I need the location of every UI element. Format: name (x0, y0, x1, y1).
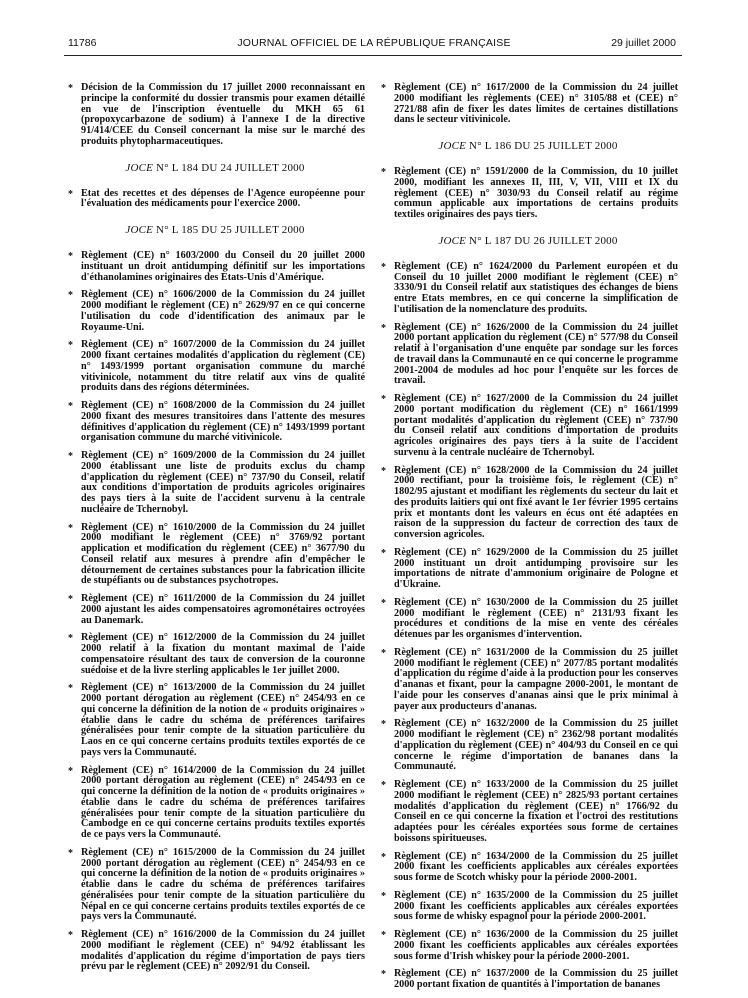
regulation-entry: * Règlement (CE) n° 1635/2000 de la Commission du 25 juillet 2000 fixant les coefficients applicables aux céréales exportées sous forme de whisky espagnol pour la période 2000-2001. (378, 891, 678, 923)
regulation-entry: * Etat des recettes et des dépenses de l'Agence européenne pour l'évaluation des médicaments pour l'exercice 2000. (65, 189, 365, 211)
issue-date: 29 juillet 2000 (611, 37, 676, 49)
journal-issue-heading (65, 224, 365, 236)
regulation-entry: * Décision de la Commission du 17 juillet 2000 reconnaissant en principe la conformité du dossier transmis pour examen détaillé en vue de l'inscription éventuelle du MKH 65 61 (propoxycarbazone de sodium) à l'annexe I de la directive 91/414/CEE du Conseil concernant la mise sur le marché des produits phytopharmaceutiques. (65, 83, 365, 148)
journal-abbrev: JOCE (438, 234, 467, 247)
journal-issue-number: N° L 186 DU 25 JUILLET 2000 (466, 140, 618, 152)
regulation-entry: * Règlement (CE) n° 1626/2000 de la Commission du 24 juillet 2000 portant application du règlement (CE) n° 577/98 du Conseil relatif à l'organisation d'une enquête par sondage sur les forces de travail dans la Communauté en ce qui concerne le programme 2001-2004 de modules ad hoc pour l'enquête sur les forces de travail. (378, 323, 678, 388)
page-header (0, 37, 748, 53)
journal-issue-number: N° L 185 DU 25 JUILLET 2000 (153, 224, 305, 236)
regulation-entry: * Règlement (CE) n° 1606/2000 de la Commission du 24 juillet 2000 modifiant le règlement (CE) n° 2629/97 en ce qui concerne l'utilisation du code d'identification des animaux par le Royaume-Uni. (65, 290, 365, 333)
regulation-entry: * Règlement (CE) n° 1636/2000 de la Commission du 25 juillet 2000 fixant les coefficients applicables aux céréales exportées sous forme d'Irish whiskey pour la période 2000-2001. (378, 930, 678, 962)
regulation-entry: * Règlement (CE) n° 1611/2000 de la Commission du 24 juillet 2000 ajustant les aides compensatoires agromonétaires octroyées au Danemark. (65, 594, 365, 626)
journal-issue-heading (65, 162, 365, 174)
regulation-entry: * Règlement (CE) n° 1612/2000 de la Commission du 24 juillet 2000 relatif à la fixation du montant maximal de l'aide compensatoire résultant des taux de conversion de la couronne suédoise et de la livre sterling applicables le 1er juillet 2000. (65, 633, 365, 676)
journal-issue-heading (378, 235, 678, 247)
regulation-entry: * Règlement (CE) n° 1613/2000 de la Commission du 24 juillet 2000 portant dérogation au règlement (CEE) n° 2454/93 en ce qui concerne la définition de la notion de « produits originaires » établie dans le cadre du schéma de préférences tarifaires généralisées pour tenir compte de la situation particulière du Laos en ce qui concerne certains produits textiles exportés de ce pays vers la Communauté. (65, 683, 365, 758)
regulation-entry: * Règlement (CE) n° 1615/2000 de la Commission du 24 juillet 2000 portant dérogation au règlement (CEE) n° 2454/93 en ce qui concerne la définition de la notion de « produits originaires » établie dans le cadre du schéma de préférences tarifaires généralisées pour tenir compte de la situation particulière du Népal en ce qui concerne certains produits textiles exportés de ce pays vers la Communauté. (65, 848, 365, 923)
regulation-entry: * Règlement (CE) n° 1629/2000 de la Commission du 25 juillet 2000 instituant un droit antidumping provisoire sur les importations de nitrate d'ammonium originaire de Pologne et d'Ukraine. (378, 548, 678, 591)
journal-title: JOURNAL OFFICIEL DE LA RÉPUBLIQUE FRANÇAISE (237, 37, 511, 49)
regulation-entry: * Règlement (CE) n° 1609/2000 de la Commission du 24 juillet 2000 établissant une liste de produits exclus du champ d'application du règlement (CEE) n° 737/90 du Conseil, relatif aux conditions d'importation de produits agricoles originaires des pays tiers à la suite de l'accident survenu à la centrale nucléaire de Tchernobyl. (65, 451, 365, 516)
regulation-entry: * Règlement (CE) n° 1627/2000 de la Commission du 24 juillet 2000 portant modification du règlement (CE) n° 1661/1999 portant modalités d'application du règlement (CEE) n° 737/90 du Conseil relatif aux conditions d'importation de produits agricoles originaires des pays tiers à la suite de l'accident survenu à la centrale nucléaire de Tchernobyl. (378, 394, 678, 459)
regulation-entry: * Règlement (CE) n° 1614/2000 de la Commission du 24 juillet 2000 portant dérogation au règlement (CEE) n° 2454/93 en ce qui concerne la définition de la notion de « produits originaires » établie dans le cadre du schéma de préférences tarifaires généralisées pour tenir compte de la situation particulière du Cambodge en ce qui concerne certains produits textiles exportés de ce pays vers la Communauté. (65, 766, 365, 841)
regulation-entry: * Règlement (CE) n° 1610/2000 de la Commission du 24 juillet 2000 modifiant le règlement (CEE) n° 3769/92 portant application et modification du règlement (CEE) n° 3677/90 du Conseil relatif aux mesures à prendre afin d'empêcher le détournement de certaines substances pour la fabrication illicite de stupéfiants ou de substances psychotropes. (65, 523, 365, 588)
journal-abbrev: JOCE (125, 224, 154, 236)
journal-abbrev: JOCE (438, 140, 467, 152)
journal-issue-number: N° L 187 DU 26 JUILLET 2000 (466, 234, 618, 247)
regulation-entry: * Règlement (CE) n° 1634/2000 de la Commission du 25 juillet 2000 fixant les coefficients applicables aux céréales exportées sous forme de Scotch whisky pour la période 2000-2001. (378, 852, 678, 884)
regulation-entry: * Règlement (CE) n° 1608/2000 de la Commission du 24 juillet 2000 fixant des mesures transitoires dans l'attente des mesures définitives d'application du règlement (CE) n° 1493/1999 portant organisation commune du marché vitivinicole. (65, 401, 365, 444)
regulation-entry: * Règlement (CE) n° 1631/2000 de la Commission du 25 juillet 2000 modifiant le règlement (CEE) n° 2077/85 portant modalités d'application du régime d'aide à la production pour les conserves d'ananas et fixant, pour la campagne 2000-2001, le montant de l'aide pour les conserves d'ananas ainsi que le prix minimal à payer aux producteurs d'ananas. (378, 648, 678, 713)
regulation-entry: * Règlement (CE) n° 1603/2000 du Conseil du 20 juillet 2000 instituant un droit antidumping définitif sur les importations d'éthanolamines originaires des Etats-Unis d'Amérique. (65, 251, 365, 283)
regulation-entry: * Règlement (CE) n° 1630/2000 de la Commission du 25 juillet 2000 modifiant le règlement (CEE) n° 2131/93 fixant les procédures et conditions de la mise en vente des céréales détenues par les organismes d'intervention. (378, 598, 678, 641)
left-column (65, 83, 365, 980)
regulation-entry: * Règlement (CE) n° 1617/2000 de la Commission du 24 juillet 2000 modifiant les règlements (CEE) n° 3105/88 et (CEE) n° 2721/88 afin de fixer les dates limites de certaines distillations dans le secteur vitivinicole. (378, 83, 678, 126)
regulation-entry: * Règlement (CE) n° 1637/2000 de la Commission du 25 juillet 2000 portant fixation de quantités à l'importation de bananes (378, 969, 678, 991)
journal-issue-number: N° L 184 DU 24 JUILLET 2000 (153, 161, 305, 174)
journal-issue-heading (378, 140, 678, 152)
regulation-entry: * Règlement (CE) n° 1616/2000 de la Commission du 24 juillet 2000 modifiant le règlement (CEE) n° 94/92 établissant les modalités d'application du régime d'importation de pays tiers prévu par le règlement (CEE) n° 2092/91 du Conseil. (65, 930, 365, 973)
regulation-entry: * Règlement (CE) n° 1591/2000 de la Commission, du 10 juillet 2000, modifiant les annexes II, III, V, VII, VIII et IX du règlement (CEE) n° 3030/93 du Conseil relatif au régime commun applicable aux importations de certains produits textiles originaires des pays tiers. (378, 167, 678, 221)
right-column (378, 83, 678, 998)
regulation-entry: * Règlement (CE) n° 1628/2000 de la Commission du 24 juillet 2000 rectifiant, pour la troisième fois, le règlement (CE) n° 1802/95 ajustant et modifiant les règlements du secteur du lait et des produits laitiers qui ont fixé avant le 1er février 1995 certains prix et montants dont les valeurs en écus ont été adaptées en raison de la suppression du facteur de correction des taux de conversion agricoles. (378, 466, 678, 541)
regulation-entry: * Règlement (CE) n° 1632/2000 de la Commission du 25 juillet 2000 modifiant le règlement (CE) n° 2362/98 portant modalités d'application du règlement (CEE) n° 404/93 du Conseil en ce qui concerne le régime d'importation de bananes dans la Communauté. (378, 719, 678, 773)
header-rule (64, 55, 682, 56)
regulation-entry: * Règlement (CE) n° 1624/2000 du Parlement européen et du Conseil du 10 juillet 2000 modifiant le règlement (CEE) n° 3330/91 du Conseil relatif aux statistiques des échanges de biens entre Etats membres, en ce qui concerne la simplification de l'utilisation de la nomenclature des produits. (378, 262, 678, 316)
regulation-entry: * Règlement (CE) n° 1607/2000 de la Commission du 24 juillet 2000 fixant certaines modalités d'application du règlement (CE) n° 1493/1999 portant organisation commune du marché vitivinicole, notamment du titre relatif aux vins de qualité produits dans des régions déterminées. (65, 340, 365, 394)
page-number: 11786 (68, 37, 97, 49)
regulation-entry: * Règlement (CE) n° 1633/2000 de la Commission du 25 juillet 2000 modifiant le règlement (CEE) n° 2825/93 portant certaines modalités d'application du règlement (CEE) n° 1766/92 du Conseil en ce qui concerne la fixation et l'octroi des restitutions adaptées pour les céréales exportées sous forme de certaines boissons spiritueuses. (378, 780, 678, 845)
journal-abbrev: JOCE (125, 161, 154, 174)
